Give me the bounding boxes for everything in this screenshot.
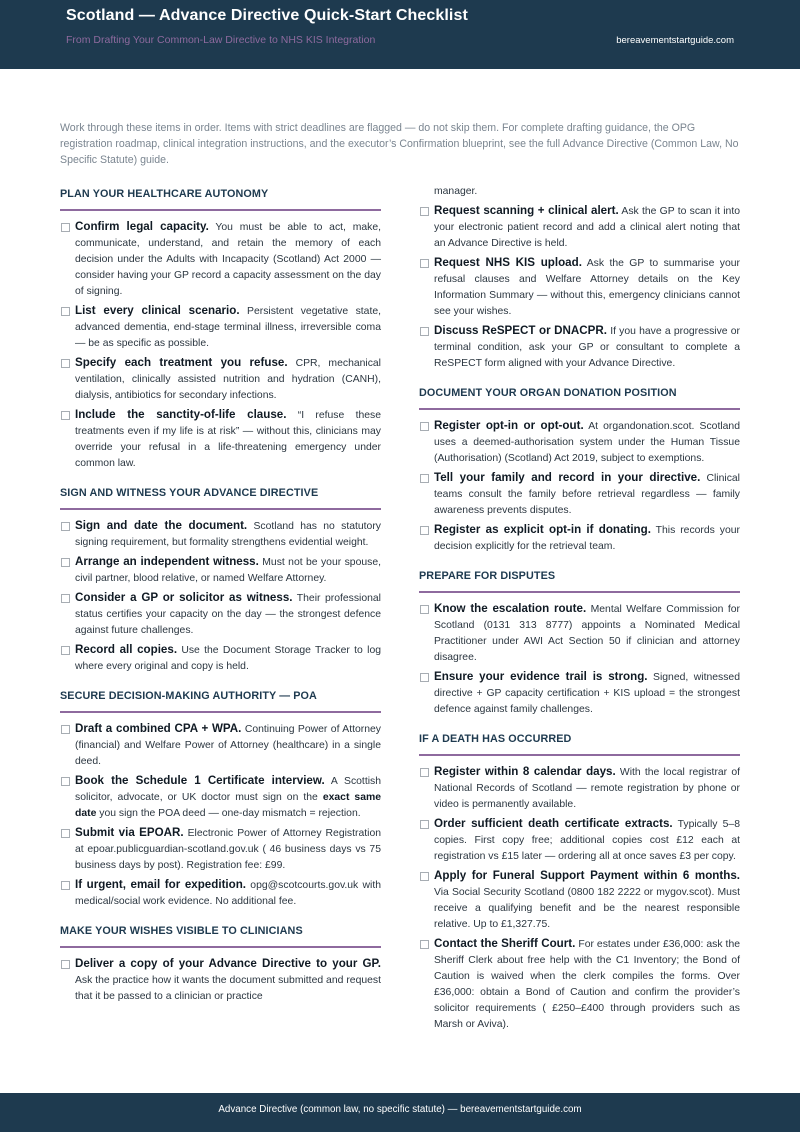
checkbox[interactable] bbox=[420, 474, 429, 483]
checkbox[interactable] bbox=[420, 207, 429, 216]
section-poa bbox=[60, 688, 381, 910]
item-lead: Know the escalation route. bbox=[434, 602, 587, 615]
checklist-item bbox=[419, 255, 740, 320]
item-lead: Order sufficient death certificate extracts. bbox=[434, 817, 673, 830]
checklist-item bbox=[60, 303, 381, 352]
page-footer bbox=[0, 1093, 800, 1132]
checklist-item bbox=[60, 956, 381, 1005]
checkbox[interactable] bbox=[420, 820, 429, 829]
item-lead: Confirm legal capacity. bbox=[75, 220, 209, 233]
item-text: Persistent vegetative state, advanced dementia, end-stage terminal illness, irreversible coma — be as specific as possible. bbox=[75, 306, 381, 349]
item-lead: Ensure your evidence trail is strong. bbox=[434, 670, 648, 683]
checkbox[interactable] bbox=[420, 327, 429, 336]
checklist-item bbox=[419, 868, 740, 933]
checkbox[interactable] bbox=[61, 223, 70, 232]
checkbox[interactable] bbox=[420, 605, 429, 614]
checkbox[interactable] bbox=[61, 522, 70, 531]
item-text: Via Social Security Scotland (0800 182 2222 or mygov.scot). Must receive a qualifying benefit and be the nearest responsible relative. Up to £1,327.75. bbox=[434, 887, 740, 930]
checklist-item bbox=[419, 816, 740, 865]
checklist-item bbox=[419, 764, 740, 813]
section-disputes bbox=[419, 568, 740, 718]
checklist-item bbox=[60, 407, 381, 472]
checklist-item bbox=[419, 669, 740, 718]
item-text: Clinical teams consult the family before retrieval regardless — family awareness prevents disputes. bbox=[434, 473, 740, 516]
intro-text: Work through these items in order. Items with strict deadlines are flagged — do not skip them. For complete drafting guidance, the OPG registration roadmap, clinical integration instructions, and the executor’s Confirmation blueprint, see the full Advance Directive (Common Law, No Specific Statute) guide. bbox=[60, 122, 739, 166]
item-text: This records your decision explicitly for the retrieval team. bbox=[434, 525, 740, 552]
item-lead: Tell your family and record in your directive. bbox=[434, 471, 701, 484]
item-text: Continuing Power of Attorney (financial) and Welfare Power of Attorney (healthcare) in a single deed. bbox=[75, 724, 382, 767]
section-title: DOCUMENT YOUR ORGAN DONATION POSITION bbox=[419, 385, 740, 410]
checkbox[interactable] bbox=[420, 940, 429, 949]
checkbox[interactable] bbox=[420, 673, 429, 682]
footer-text: Advance Directive (common law, no specific statute) — bereavementstartguide.com bbox=[218, 1104, 582, 1115]
item-lead: Request scanning + clinical alert. bbox=[434, 204, 619, 217]
checklist-item bbox=[419, 418, 740, 467]
checklist-item bbox=[419, 323, 740, 372]
checklist-item bbox=[60, 642, 381, 675]
page-title: Scotland — Advance Directive Quick-Start Checklist bbox=[66, 7, 468, 24]
checklist-item bbox=[60, 825, 381, 874]
checkbox[interactable] bbox=[61, 558, 70, 567]
page-subtitle: From Drafting Your Common-Law Directive to NHS KIS Integration bbox=[66, 34, 376, 46]
checkbox[interactable] bbox=[61, 881, 70, 890]
item-text: Scotland has no statutory signing requirement, but formality strengthens evidential weight. bbox=[75, 521, 381, 548]
item-text: A Scottish solicitor, advocate, or UK doctor must sign on the bbox=[75, 776, 381, 803]
item-text: opg@scotcourts.gov.uk with medical/social work evidence. No additional fee. bbox=[75, 880, 381, 907]
section-plan bbox=[60, 186, 381, 472]
item-text: Use the Document Storage Tracker to log where every original and copy is held. bbox=[75, 645, 381, 672]
item-text: Their professional status certifies your capacity on the day — the strongest defence against future challenges. bbox=[75, 593, 381, 636]
item-text: You must be able to act, make, communicate, understand, and retain the memory of each decision under the Adults with Incapacity (Scotland) Act 2000 — consider having your GP record a capacity assessment on the day of signing. bbox=[75, 222, 381, 297]
checklist-item bbox=[60, 554, 381, 587]
item-lead: Register as explicit opt-in if donating. bbox=[434, 523, 651, 536]
item-text: CPR, mechanical ventilation, clinically assisted nutrition and hydration (CANH), dialysis, antibiotics for secondary infections. bbox=[75, 358, 381, 401]
item-text: you sign the POA deed — one-day mismatch = rejection. bbox=[96, 808, 361, 819]
checkbox[interactable] bbox=[420, 259, 429, 268]
checkbox[interactable] bbox=[420, 872, 429, 881]
item-text: Electronic Power of Attorney Registration at epoar.publicguardian-scotland.gov.uk ( 46 business days vs 75 business days by post). Registration fee: £99. bbox=[75, 828, 381, 871]
item-text: “I refuse these treatments even if my life is at risk” — without this, clinicians may override your refusal in a life-threatening emergency under common law. bbox=[75, 410, 381, 469]
checkbox[interactable] bbox=[61, 411, 70, 420]
item-text: With the local registrar of National Records of Scotland — remote registration by phone or video is permanently available. bbox=[434, 767, 740, 810]
item-lead: Arrange an independent witness. bbox=[75, 555, 259, 568]
checkbox[interactable] bbox=[61, 307, 70, 316]
checklist-item bbox=[419, 470, 740, 519]
checkbox[interactable] bbox=[420, 422, 429, 431]
checklist-item bbox=[60, 590, 381, 639]
section-title: PREPARE FOR DISPUTES bbox=[419, 568, 740, 593]
left-column bbox=[60, 186, 381, 1008]
item-text: Ask the GP to scan it into your electronic patient record and add a clinical alert noting that an Advance Directive is held. bbox=[434, 206, 740, 249]
right-column bbox=[419, 186, 740, 1036]
checkbox[interactable] bbox=[420, 526, 429, 535]
item-lead: If urgent, email for expedition. bbox=[75, 878, 247, 891]
checkbox[interactable] bbox=[420, 768, 429, 777]
item-text: Mental Welfare Commission for Scotland (0131 313 8777) appoints a Nominated Medical Practitioner under AWI Act Section 50 if clinician and attorney disagree. bbox=[434, 604, 740, 663]
item-lead: Sign and date the document. bbox=[75, 519, 248, 532]
item-continuation: manager. bbox=[434, 186, 478, 197]
checklist-item bbox=[60, 721, 381, 770]
checklist-item bbox=[419, 522, 740, 555]
item-lead: Apply for Funeral Support Payment within 6 months. bbox=[434, 869, 740, 882]
item-lead: Specify each treatment you refuse. bbox=[75, 356, 288, 369]
checkbox[interactable] bbox=[61, 646, 70, 655]
item-lead: Discuss ReSPECT or DNACPR. bbox=[434, 324, 607, 337]
item-lead: Contact the Sheriff Court. bbox=[434, 937, 576, 950]
checklist-item bbox=[419, 936, 740, 1033]
section-organ bbox=[419, 385, 740, 555]
item-lead: Record all copies. bbox=[75, 643, 178, 656]
item-lead: Register opt-in or opt-out. bbox=[434, 419, 584, 432]
item-text: Signed, witnessed directive + GP capacity certification + KIS upload = the strongest defence against family challenges. bbox=[434, 672, 740, 715]
site-url: bereavementstartguide.com bbox=[616, 35, 734, 46]
page-header bbox=[0, 0, 800, 69]
item-lead: Book the Schedule 1 Certificate interview. bbox=[75, 774, 325, 787]
item-text: For estates under £36,000: ask the Sheriff Clerk about free help with the C1 Inventory; the Bond of Caution is waived when the clerk compiles the forms. Over £36,000: obtain a Bond of Caution and confirm the provider’s solicitor requirements ( £250–£400 through providers such as Marsh or Aviva). bbox=[434, 939, 740, 1030]
checkbox[interactable] bbox=[61, 725, 70, 734]
item-text: At organdonation.scot. Scotland uses a deemed-authorisation system under the Human Tissue (Authorisation) (Scotland) Act 2019, subject to exemptions. bbox=[434, 421, 740, 464]
item-emphasis: exact same date bbox=[75, 792, 381, 819]
item-lead: Include the sanctity-of-life clause. bbox=[75, 408, 287, 421]
checkbox[interactable] bbox=[61, 960, 70, 969]
checkbox[interactable] bbox=[61, 594, 70, 603]
checklist-item bbox=[419, 203, 740, 252]
item-lead: Register within 8 calendar days. bbox=[434, 765, 616, 778]
checkbox[interactable] bbox=[61, 777, 70, 786]
item-lead: Request NHS KIS upload. bbox=[434, 256, 582, 269]
section-title: PLAN YOUR HEALTHCARE AUTONOMY bbox=[60, 186, 381, 211]
section-title: MAKE YOUR WISHES VISIBLE TO CLINICIANS bbox=[60, 923, 381, 948]
checkbox[interactable] bbox=[61, 359, 70, 368]
section-death bbox=[419, 731, 740, 1033]
section-title: SIGN AND WITNESS YOUR ADVANCE DIRECTIVE bbox=[60, 485, 381, 510]
item-lead: Deliver a copy of your Advance Directive to your GP. bbox=[75, 957, 381, 970]
section-title: SECURE DECISION-MAKING AUTHORITY — POA bbox=[60, 688, 381, 713]
item-text: Typically 5–8 copies. First copy free; additional copies cost £12 each at registration vs £15 later — ordering all at once saves £3 per copy. bbox=[434, 819, 740, 862]
item-lead: Draft a combined CPA + WPA. bbox=[75, 722, 242, 735]
item-lead: Submit via EPOAR. bbox=[75, 826, 184, 839]
section-sign bbox=[60, 485, 381, 675]
checklist-item bbox=[60, 355, 381, 404]
item-text: Ask the GP to summarise your refusal clauses and Welfare Attorney details on the Key Information Summary — without this, emergency clinicians cannot see your wishes. bbox=[434, 258, 740, 317]
checklist-item bbox=[419, 601, 740, 666]
item-text: Must not be your spouse, civil partner, blood relative, or named Welfare Attorney. bbox=[75, 557, 381, 584]
item-text: Ask the practice how it wants the document submitted and request that it be passed to a clinician or practice bbox=[75, 975, 381, 1002]
item-lead: Consider a GP or solicitor as witness. bbox=[75, 591, 293, 604]
checklist-item bbox=[60, 877, 381, 910]
section-visible bbox=[60, 923, 381, 1005]
item-text: If you have a progressive or terminal condition, ask your GP or consultant to complete a ReSPECT form aligned with your Advance Directive. bbox=[434, 326, 741, 369]
checkbox[interactable] bbox=[61, 829, 70, 838]
section-title: IF A DEATH HAS OCCURRED bbox=[419, 731, 740, 756]
checklist-item bbox=[60, 518, 381, 551]
checklist-item bbox=[60, 219, 381, 300]
item-lead: List every clinical scenario. bbox=[75, 304, 240, 317]
checklist-item bbox=[60, 773, 381, 822]
